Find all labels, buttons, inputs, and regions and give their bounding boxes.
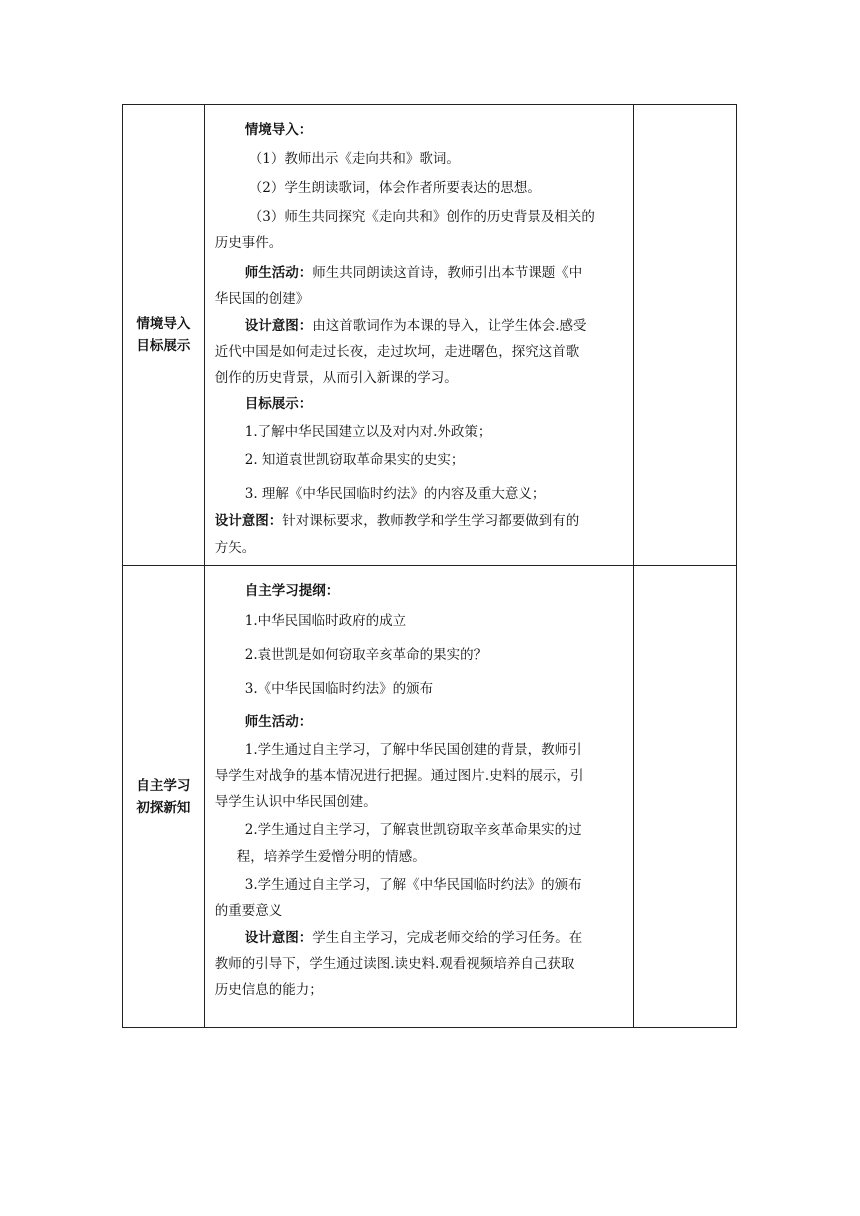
body-text: 3.学生通过自主学习，了解《中华民国临时约法》的颁布 xyxy=(244,877,582,893)
content-cell xyxy=(204,105,634,566)
content-line xyxy=(215,539,256,557)
stage-cell xyxy=(123,566,205,1028)
content-line xyxy=(215,902,283,920)
content-line xyxy=(245,741,582,759)
heading-label: 设计意图： xyxy=(244,930,313,946)
body-text: 3.《中华民国临时约法》的颁布 xyxy=(244,681,434,697)
content-line xyxy=(215,981,323,999)
heading-label: 目标展示： xyxy=(244,396,313,412)
notes-cell xyxy=(634,105,737,566)
body-text: 由这首歌词作为本课的导入，让学生体会.感受 xyxy=(312,318,587,334)
stage-label-line: 自主学习 xyxy=(136,777,191,794)
body-text: 创作的历史背景，从而引入新课的学习。 xyxy=(214,370,458,386)
content-block xyxy=(205,566,634,1027)
content-line xyxy=(215,955,575,973)
content-line xyxy=(249,208,595,226)
body-text: 历史事件。 xyxy=(214,235,283,251)
body-text: 学生自主学习，完成老师交给的学习任务。在 xyxy=(312,930,583,946)
content-line xyxy=(215,343,580,361)
content-line xyxy=(245,646,487,664)
heading-label: 自主学习提纲： xyxy=(244,583,340,599)
heading-label: 情境导入： xyxy=(244,122,313,138)
body-text: （2）学生朗读歌词，体会作者所要表达的思想。 xyxy=(248,180,541,196)
content-line xyxy=(249,150,460,168)
body-text: 3. 理解《中华民国临时约法》的内容及重大意义； xyxy=(244,486,546,502)
content-block xyxy=(205,105,634,565)
content-cell xyxy=(204,566,634,1028)
content-line xyxy=(215,369,458,387)
heading-label: 设计意图： xyxy=(214,513,283,529)
body-text: 历史信息的能力； xyxy=(214,982,323,998)
stage-label-line: 初探新知 xyxy=(136,799,191,816)
body-text: 华民国的创建》 xyxy=(214,291,310,307)
stage-label xyxy=(123,775,204,819)
content-line xyxy=(237,848,426,866)
body-text: 导学生对战争的基本情况进行把握。通过图片.史料的展示，引 xyxy=(214,768,584,784)
body-text: 2. 知道袁世凯窃取革命果实的史实； xyxy=(244,452,465,468)
content-line xyxy=(245,317,587,335)
content-line xyxy=(245,929,583,947)
stage-label-line: 目标展示 xyxy=(136,338,191,354)
content-line xyxy=(245,264,583,282)
body-text: 近代中国是如何走过长夜，走过坎坷，走进曙色，探究这首歌 xyxy=(214,344,580,360)
body-text: 针对课标要求，教师教学和学生学习都要做到有的 xyxy=(282,513,580,529)
content-line xyxy=(245,395,313,413)
content-line xyxy=(245,876,582,894)
body-text: 程，培养学生爱憎分明的情感。 xyxy=(236,849,426,865)
content-line xyxy=(245,485,546,503)
content-line xyxy=(245,423,492,441)
content-line xyxy=(215,290,310,308)
body-text: 2.学生通过自主学习，了解袁世凯窃取辛亥革命果实的过 xyxy=(244,822,582,838)
content-line xyxy=(245,680,433,698)
heading-label: 师生活动： xyxy=(244,265,313,281)
body-text: 2.袁世凯是如何窃取辛亥革命的果实的？ xyxy=(244,647,488,663)
content-line xyxy=(215,234,283,252)
content-line xyxy=(215,512,580,530)
table-row xyxy=(123,105,737,566)
content-line xyxy=(245,821,582,839)
content-line xyxy=(245,121,313,139)
content-line xyxy=(245,451,465,469)
body-text: 的重要意义 xyxy=(214,903,283,919)
table-row xyxy=(123,566,737,1028)
notes-cell xyxy=(634,566,737,1028)
lesson-plan-table xyxy=(122,104,737,1028)
heading-label: 设计意图： xyxy=(244,318,313,334)
body-text: 1.中华民国临时政府的成立 xyxy=(244,613,407,629)
stage-label-line: 情境导入 xyxy=(136,316,191,332)
stage-label xyxy=(123,313,204,357)
body-text: 教师的引导下，学生通过读图.读史料.观看视频培养自己获取 xyxy=(214,956,575,972)
body-text: 导学生认识中华民国创建。 xyxy=(214,794,377,810)
heading-label: 师生活动： xyxy=(244,714,313,730)
stage-cell xyxy=(123,105,205,566)
content-line xyxy=(215,793,377,811)
body-text: 1.了解中华民国建立以及对内对.外政策； xyxy=(244,424,492,440)
body-text: （3）师生共同探究《走向共和》创作的历史背景及相关的 xyxy=(248,209,595,225)
body-text: 师生共同朗读这首诗，教师引出本节课题《中 xyxy=(312,265,583,281)
content-line xyxy=(215,767,584,785)
body-text: （1）教师出示《走向共和》歌词。 xyxy=(248,151,460,167)
content-line xyxy=(245,582,340,600)
body-text: 方矢。 xyxy=(214,540,256,556)
content-line xyxy=(245,612,406,630)
body-text: 1.学生通过自主学习，了解中华民国创建的背景，教师引 xyxy=(244,742,582,758)
content-line xyxy=(249,179,541,197)
content-line xyxy=(245,713,313,731)
